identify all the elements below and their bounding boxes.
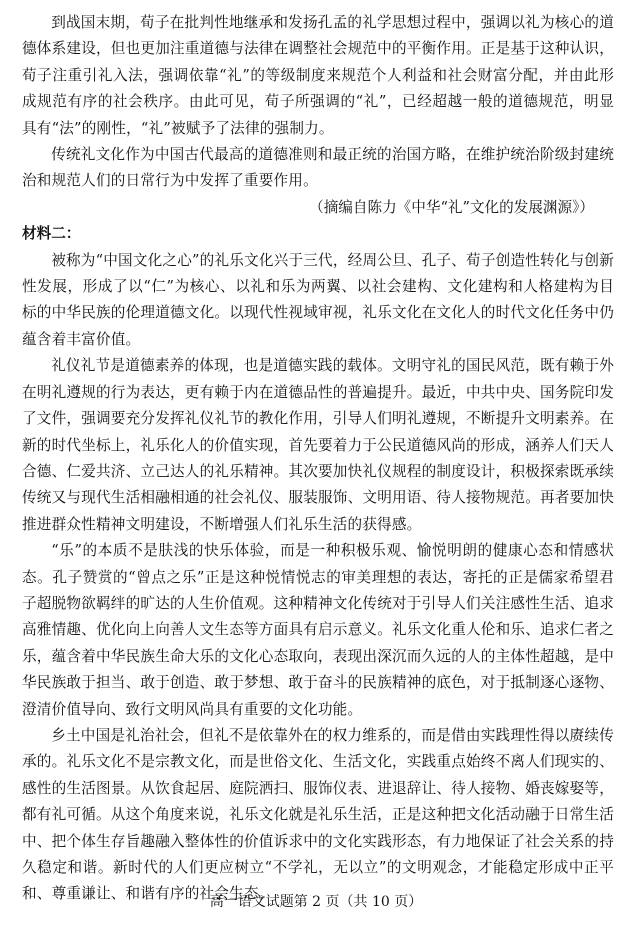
material2-paragraph: 被称为“中国文化之心”的礼乐文化兴于三代，经周公旦、孔子、荀子创造性转化与创新性发展，形成了以“仁”为核心、以礼和乐为两翼、以社会建构、文化建构和人格建构为目标的中华民族的伦理道德文化。以现代性视域审视，礼乐文化在文化人的时代文化任务中仍蕴含着丰富价值。	[22, 251, 614, 348]
material2-paragraph: “乐”的本质不是肤浅的快乐体验，而是一种积极乐观、愉悦明朗的健康心态和情感状态。孔子赞赏的“曾点之乐”正是这种悦情悦志的审美理想的表达，寄托的正是儒家希望君子超脱物欲羁绊的旷达的人生价值观。这种精神文化传统对于引导人们关注感性生活、追求高雅情趣、优化向上向善人文生态等方面具有启示意义。礼乐文化重人伦和乐、追求仁者之乐，蕴含着中华民族生命大乐的文化心态取向，表现出深沉而久远的人的主体性超越，是中华民族敢于担当、敢于创造、敢于梦想、敢于奋斗的民族精神的底色，对于抵制逐心逐物、澄清价值导向、致行文明风尚具有重要的文化功能。	[22, 542, 614, 718]
exam-page	[22, 10, 614, 908]
material1-paragraph: 到战国末期，荀子在批判性地继承和发扬孔孟的礼学思想过程中，强调以礼为核心的道德体系建设，但也更加注重道德与法律在调整社会规范中的平衡作用。正是基于这种认识，荀子注重引礼入法，强调依靠“礼”的等级制度来规范个人利益和社会财富分配，并由此形成规范有序的社会秩序。由此可见，荀子所强调的“礼”，已经超越一般的道德规范，明显具有“法”的刚性，“礼”被赋予了法律的强制力。	[22, 14, 614, 137]
material2-paragraph: 乡土中国是礼治社会，但礼不是依靠外在的权力维系的，而是借由实践理性得以赓续传承的。礼乐文化不是宗教文化，而是世俗文化、生活文化，实践重点始终不离人们现实的、感性的生活图景。从饮食起居、庭院洒扫、服饰仪表、进退辞让、待人接物、婚丧嫁娶等，都有礼可循。从这个角度来说，礼乐文化就是礼乐生活，正是这种把文化活动融于日常生活中、把个体生存旨趣融入整体性的价值诉求中的文化实践形态，有力地保证了社会关系的持久稳定和谐。新时代的人们更应树立“不学礼，无以立”的文明观念，才能稳定形成中正平和、尊重谦让、和谐有序的社会生态。	[22, 726, 614, 903]
material1-paragraph: 传统礼文化作为中国古代最高的道德准则和最正统的治国方略，在维护统治阶级封建统治和规范人们的日常行为中发挥了重要作用。	[22, 146, 614, 190]
material2-paragraph: 礼仪礼节是道德素养的体现，也是道德实践的载体。文明守礼的国民风范，既有赖于外在明礼遵规的行为表达，更有赖于内在道德品性的普遍提升。最近，中共中央、国务院印发了文件，强调要充分发挥礼仪礼节的教化作用，引导人们明礼遵规，不断提升文明素养。在新的时代坐标上，礼乐化人的价值实现，首先要着力于公民道德风尚的形成，涵养人们天人合德、仁爱共济、立己达人的礼乐精神。其次要加快礼仪规程的制度设计，积极探索既承续传统又与现代生活相融相通的社会礼仪、服装服饰、文明用语、待人接物规范。再者要加快推进群众性精神文明建设，不断增强人们礼乐生活的获得感。	[22, 357, 614, 533]
page-footer: 高一语文试题第 2 页（共 10 页）	[209, 894, 423, 910]
material1-source-citation: （摘编自陈力《中华“礼”文化的发展渊源》）	[309, 198, 594, 216]
material2-heading: 材料二：	[22, 225, 81, 243]
